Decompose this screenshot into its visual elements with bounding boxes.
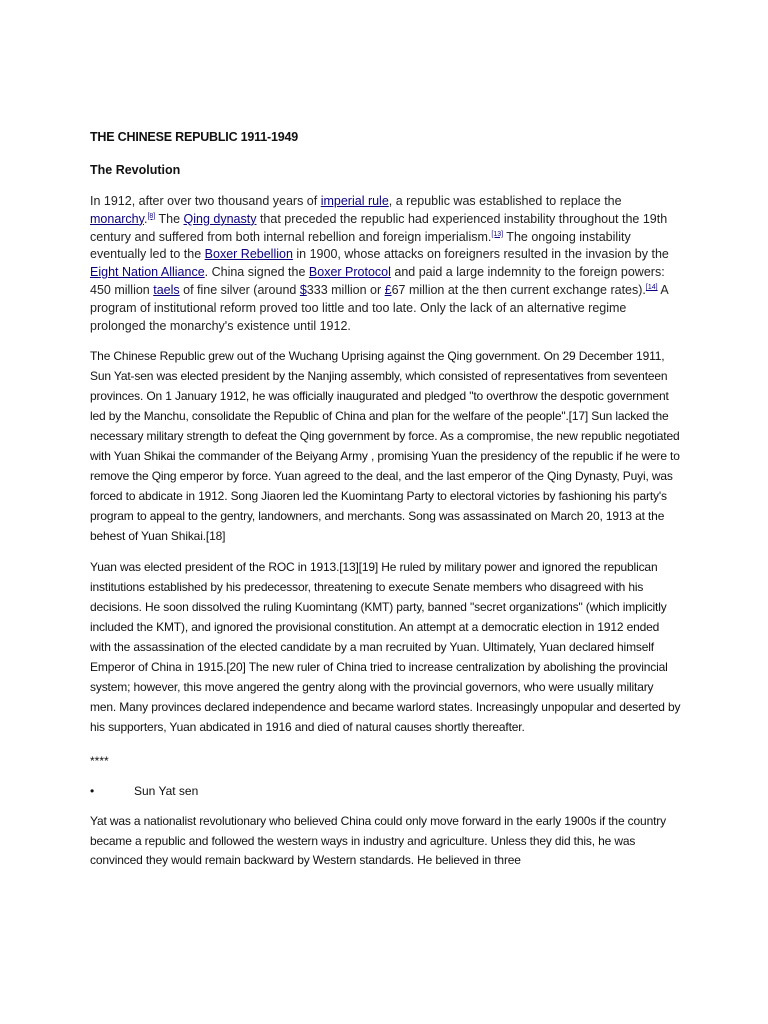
wiki-text: In 1912, after over two thousand years of: [90, 194, 321, 208]
wiki-text: .: [143, 211, 148, 226]
document-title: THE CHINESE REPUBLIC 1911-1949: [90, 130, 298, 144]
paragraph-sun-yat-sen: Yat was a nationalist revolutionary who believed China could only move forward in the early 1900s if the country became a republic and followed the western ways in industry and agriculture. Unless they did this, he was convinced they would remain backward by Western standards. He believed in three: [90, 813, 666, 868]
section-separator: ****: [90, 753, 109, 768]
link-eight-nation-alliance[interactable]: Eight Nation Alliance: [90, 265, 205, 280]
wiki-text: A program of institutional reform proved too little and too late. Only the lack of an alternative regime prolonged the monarchy's existence until 1912.: [90, 282, 669, 333]
reference-13-link[interactable]: [13]: [491, 230, 504, 238]
wiki-text: and paid a large indemnity to the foreign powers: 450 million: [90, 265, 665, 297]
bullet-label: Sun Yat sen: [134, 783, 199, 798]
wiki-text: 333 million or: [306, 282, 385, 297]
paragraph-yuan-shikai: Yuan was elected president of the ROC in 1913.[13][19] He ruled by military power and ignored the republican institutions established by his predecessor, threatening to execute Senate members who disagreed with his decisions. He soon dissolved the ruling Kuomintang (KMT) party, banned "secret organizations" (which implicitly included the KMT), and ignored the provisional constitution. An attempt at a democratic election in 1912 ended with the assassination of the elected candidate by a man recruited by Yuan. Ultimately, Yuan declared himself Emperor of China in 1915.[20] The new ruler of China tried to increase centralization by abolishing the provincial system; however, this move angered the gentry along with the provincial governors, who were usually military men. Many provinces declared independence and became warlord states. Increasingly unpopular and deserted by his supporters, Yuan abdicated in 1916 and died of natural causes shortly thereafter.: [90, 560, 681, 734]
section-heading-revolution: The Revolution: [90, 163, 181, 177]
wiki-paragraph: [90, 193, 682, 335]
paragraph-wuchang-uprising: The Chinese Republic grew out of the Wuchang Uprising against the Qing government. On 29 December 1911, Sun Yat-sen was elected president by the Nanjing assembly, which consisted of representatives from seventeen provinces. On 1 January 1912, he was officially inaugurated and pledged "to overthrow the despotic government led by the Manchu, consolidate the Republic of China and plan for the welfare of the people".[17] Sun lacked the necessary military strength to defeat the Qing government by force. As a compromise, the new republic negotiated with Yuan Shikai the commander of the Beiyang Army , promising Yuan the presidency of the republic if he were to remove the Qing emperor by force. Yuan agreed to the deal, and the last emperor of the Qing Dynasty, Puyi, was forced to abdicate in 1912. Song Jiaoren led the Kuomintang Party to electoral victories by fashioning his party's program to appeal to the gentry, landowners, and merchants. Song was assassinated on March 20, 1913 at the behest of Yuan Shikai.[18]: [90, 349, 680, 543]
link-qing-dynasty[interactable]: Qing dynasty: [183, 211, 257, 226]
wiki-text: The ongoing instability eventually led to the: [90, 229, 631, 262]
link-pound[interactable]: £: [384, 282, 392, 297]
link-dollar[interactable]: $: [299, 282, 307, 297]
wiki-text: in 1900, whose attacks on foreigners resulted in the invasion by the: [292, 247, 669, 262]
bullet-icon: •: [90, 783, 95, 798]
reference-14[interactable]: [646, 284, 658, 291]
link-boxer-rebellion[interactable]: Boxer Rebellion: [204, 247, 293, 262]
bullet-item-sun-yat-sen: [90, 782, 682, 800]
wiki-text: . China signed the: [204, 265, 309, 280]
reference-14-link[interactable]: [14]: [645, 283, 658, 291]
wiki-text: that preceded the republic had experienced instability throughout the 19th century and suffered from both internal rebellion and foreign imperialism.: [90, 211, 668, 244]
document-content: [90, 128, 682, 871]
link-monarchy[interactable]: monarchy: [90, 211, 144, 226]
wiki-text: of fine silver (around: [179, 282, 300, 297]
link-boxer-protocol[interactable]: Boxer Protocol: [308, 265, 391, 280]
link-imperial-rule[interactable]: imperial rule: [320, 194, 389, 208]
link-taels[interactable]: taels: [153, 282, 180, 297]
wiki-text: , a republic was established to replace the: [388, 194, 622, 208]
reference-13[interactable]: [491, 231, 503, 238]
wiki-text: 67 million at the then current exchange rates).: [391, 282, 646, 297]
wiki-text: The: [155, 211, 184, 226]
reference-8-link[interactable]: [8]: [147, 212, 156, 220]
